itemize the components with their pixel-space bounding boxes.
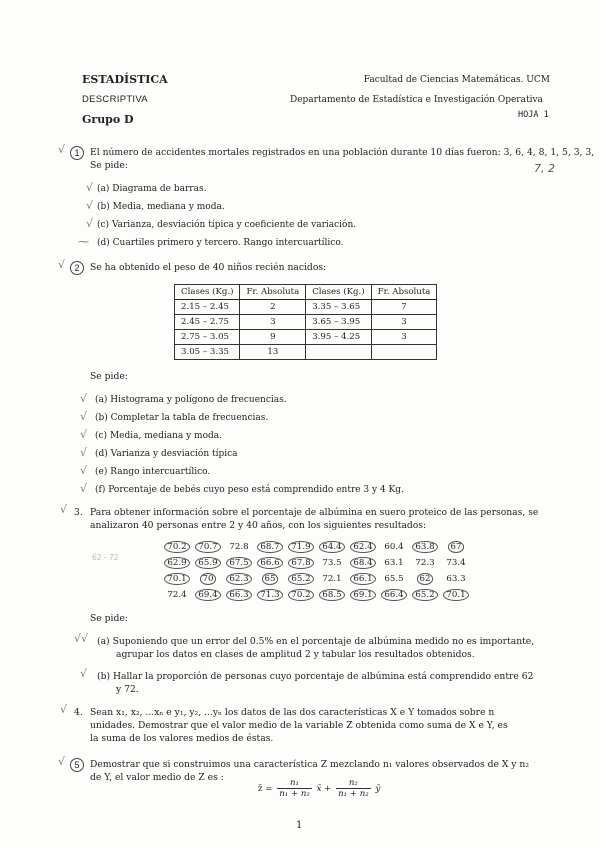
table-row — [175, 330, 437, 345]
value-cell — [350, 542, 376, 552]
item-text: Suponiendo que un error del 0.5% en el porcentaje de albúmina medido no es importante, — [112, 636, 535, 647]
fraction-1-denominator: n₁ + n₂ — [279, 789, 310, 799]
p3-item-b — [97, 670, 533, 696]
value-cell — [226, 542, 252, 552]
value-cell — [226, 590, 252, 600]
value-cell — [195, 574, 221, 584]
value-cell — [350, 574, 376, 584]
value-cell — [319, 574, 345, 584]
value-text: 68.7 — [257, 541, 282, 553]
value-cell — [257, 590, 283, 600]
problem-5-line2: de Y, el valor medio de Z es : — [90, 772, 224, 783]
problem-4-number: 4. — [74, 707, 83, 718]
sheet-label: HOJA 1 — [518, 110, 549, 120]
value-text: 62.4 — [350, 541, 375, 553]
problem-3-se-pide: Se pide: — [90, 613, 128, 624]
value-cell — [164, 590, 190, 600]
item-text: Porcentaje de bebés cuyo peso está comprendido entre 3 y 4 Kg. — [108, 485, 404, 495]
value-cell — [412, 542, 438, 552]
value-cell — [412, 574, 438, 584]
table-cell — [371, 345, 437, 360]
p3-item-a-line2: agrupar los datos en clases de amplitud 2 y tabular los resultados obtenidos. — [116, 649, 475, 660]
value-cell — [288, 542, 314, 552]
table-cell: 7 — [371, 300, 437, 315]
problem-4-text — [90, 706, 508, 745]
item-label: (b) — [95, 413, 108, 423]
item-label: (d) — [95, 449, 108, 459]
value-cell — [319, 590, 345, 600]
problem-4-line1: Sean x₁, x₂, ...xₙ e y₁, y₂, ...yₙ los datos de las dos características X e Y tomados sobre n — [90, 707, 495, 718]
value-cell — [288, 590, 314, 600]
value-text: 65.5 — [384, 574, 404, 584]
problem-3-line1: Para obtener información sobre el porcentaje de albúmina en suero proteico de las personas, se — [90, 507, 539, 518]
p3-item-a — [97, 635, 534, 661]
value-text: 72.8 — [229, 542, 249, 552]
value-text: 60.4 — [384, 542, 404, 552]
value-text: 70 — [200, 573, 217, 585]
value-cell — [288, 574, 314, 584]
value-cell — [412, 590, 438, 600]
value-text: 66.6 — [257, 557, 282, 569]
check-mark-icon: √ — [58, 143, 66, 156]
value-text: 67.5 — [226, 557, 251, 569]
value-cell — [381, 574, 407, 584]
problem-2-se-pide: Se pide: — [90, 371, 128, 382]
page-number: 1 — [296, 820, 303, 831]
value-text: 65.9 — [195, 557, 220, 569]
value-cell — [443, 574, 469, 584]
value-text: 70.2 — [164, 541, 189, 553]
value-text: 73.4 — [446, 558, 466, 568]
p3-item-a-line1 — [97, 635, 534, 648]
value-cell — [257, 574, 283, 584]
value-text: 63.8 — [412, 541, 437, 553]
table-header: Fr. Absoluta — [240, 285, 306, 300]
value-text: 66.3 — [226, 589, 251, 601]
item-label: (d) — [97, 238, 110, 248]
value-cell — [164, 574, 190, 584]
problem-1-number: 1 — [70, 146, 84, 160]
fraction-2-numerator: n₂ — [336, 778, 371, 789]
item-label: (f) — [95, 485, 106, 495]
table-row — [175, 315, 437, 330]
value-cell — [195, 590, 221, 600]
value-text: 68.5 — [319, 589, 344, 601]
faint-pencil-note: 62 - 72 — [92, 553, 119, 562]
value-text: 63.3 — [446, 574, 466, 584]
value-cell — [381, 542, 407, 552]
check-mark-icon: √ — [60, 503, 68, 516]
value-text: 63.1 — [384, 558, 404, 568]
table-cell: 3.65 – 3.95 — [306, 315, 371, 330]
p2-item-d — [95, 449, 238, 459]
item-label: (e) — [95, 467, 108, 477]
check-mark-icon: √ — [80, 464, 88, 477]
check-mark-icon: √ — [86, 217, 94, 230]
value-text: 71.9 — [288, 541, 313, 553]
table-cell — [306, 345, 371, 360]
mean-formula — [258, 778, 380, 799]
formula-term-2: ȳ — [375, 784, 381, 794]
item-text: Rango intercuartílico. — [110, 467, 211, 477]
fraction-1-numerator: n₁ — [277, 778, 312, 789]
table-cell: 3.35 – 3.65 — [306, 300, 371, 315]
value-cell — [443, 542, 469, 552]
p3-item-b-line1 — [97, 670, 533, 683]
formula-term-1: x̄ + — [316, 784, 332, 794]
p2-item-e — [95, 467, 210, 477]
value-text: 67 — [448, 541, 465, 553]
problem-4-line3: la suma de los valores medios de éstas. — [90, 733, 274, 744]
subject-subtitle: DESCRIPTIVA — [82, 94, 148, 105]
value-cell — [257, 558, 283, 568]
item-text: Hallar la proporción de personas cuyo porcentaje de albúmina está comprendido entre 62 — [112, 671, 534, 682]
table-cell: 13 — [240, 345, 306, 360]
item-text: Cuartiles primero y tercero. Rango intercuartílico. — [112, 238, 344, 248]
value-text: 65 — [262, 573, 279, 585]
p2-item-f — [95, 485, 404, 495]
problem-3-number: 3. — [74, 507, 83, 518]
item-text: Varianza, desviación típica y coeficiente de variación. — [111, 220, 357, 230]
table-row — [175, 300, 437, 315]
check-mark-icon: √ — [80, 428, 88, 441]
check-mark-icon: √ — [80, 667, 88, 680]
fraction-2 — [336, 778, 371, 799]
value-text: 66.1 — [350, 573, 375, 585]
value-text: 70.1 — [443, 589, 468, 601]
value-text: 73.5 — [322, 558, 342, 568]
check-mark-icon: √√ — [74, 632, 89, 645]
value-text: 70.7 — [195, 541, 220, 553]
table-cell: 3.95 – 4.25 — [306, 330, 371, 345]
value-text: 62.3 — [226, 573, 251, 585]
table-header-row — [175, 285, 437, 300]
check-mark-icon: √ — [80, 482, 88, 495]
value-cell — [257, 542, 283, 552]
problem-3-text — [90, 506, 538, 532]
item-text: Completar la tabla de frecuencias. — [110, 413, 269, 423]
faculty-name: Facultad de Ciencias Matemáticas. UCM — [363, 75, 550, 85]
table-header: Clases (Kg.) — [175, 285, 240, 300]
check-mark-icon: √ — [60, 703, 68, 716]
p2-item-c — [95, 431, 222, 441]
p1-item-b — [97, 202, 225, 212]
value-cell — [412, 558, 438, 568]
table-header: Clases (Kg.) — [306, 285, 371, 300]
item-label: (c) — [97, 220, 110, 230]
fraction-2-denominator: n₁ + n₂ — [338, 789, 369, 799]
check-mark-icon: √ — [58, 258, 66, 271]
problem-2-number: 2 — [70, 261, 84, 275]
value-cell — [195, 558, 221, 568]
value-cell — [350, 590, 376, 600]
value-text: 69.1 — [350, 589, 375, 601]
item-label: (a) — [97, 184, 110, 194]
value-text: 70.2 — [288, 589, 313, 601]
value-text: 68.4 — [350, 557, 375, 569]
value-text: 71.3 — [257, 589, 282, 601]
table-cell: 3 — [371, 330, 437, 345]
check-mark-icon: √ — [80, 446, 88, 459]
p1-item-d — [97, 238, 343, 248]
item-label: (b) — [97, 202, 110, 212]
fraction-1 — [277, 778, 312, 799]
value-text: 67.8 — [288, 557, 313, 569]
table-cell: 2.45 – 2.75 — [175, 315, 240, 330]
value-cell — [164, 558, 190, 568]
problem-3-line2: analizaron 40 personas entre 2 y 40 años, con los siguientes resultados: — [90, 520, 427, 531]
table-header: Fr. Absoluta — [371, 285, 437, 300]
value-text: 70.1 — [164, 573, 189, 585]
value-cell — [443, 590, 469, 600]
problem-4-line2: unidades. Demostrar que el valor medio de la variable Z obtenida como suma de X e Y, es — [90, 720, 508, 731]
value-cell — [288, 558, 314, 568]
check-mark-icon: √ — [86, 181, 94, 194]
header-right — [290, 70, 550, 110]
formula-lhs: z̄ = — [258, 784, 273, 794]
value-cell — [381, 558, 407, 568]
value-cell — [350, 558, 376, 568]
value-text: 72.4 — [167, 590, 187, 600]
table-cell: 2.15 – 2.45 — [175, 300, 240, 315]
value-text: 65.2 — [288, 573, 313, 585]
value-text: 69.4 — [195, 589, 220, 601]
item-label: (a) — [95, 395, 108, 405]
check-mark-icon: √ — [58, 755, 66, 768]
check-mark-icon: √ — [80, 392, 88, 405]
frequency-table — [174, 284, 437, 360]
value-cell — [226, 574, 252, 584]
p1-item-c — [97, 220, 356, 230]
check-mark-icon: √ — [80, 410, 88, 423]
value-text: 62.9 — [164, 557, 189, 569]
problem-1-line2: Se pide: — [90, 160, 128, 171]
value-cell — [319, 542, 345, 552]
problem-5-line1: Demostrar que si construimos una característica Z mezclando n₁ valores observados de X y n₂ — [90, 759, 530, 770]
p1-item-a — [97, 184, 206, 194]
value-text: 64.4 — [319, 541, 344, 553]
group-label: Grupo D — [82, 113, 134, 126]
value-text: 62 — [417, 573, 434, 585]
table-cell: 3.05 – 3.35 — [175, 345, 240, 360]
value-cell — [195, 542, 221, 552]
problem-2-text: Se ha obtenido el peso de 40 niños recién nacidos: — [90, 262, 327, 273]
table-cell: 9 — [240, 330, 306, 345]
item-label: (a) — [97, 636, 110, 647]
table-cell: 3 — [240, 315, 306, 330]
item-text: Varianza y desviación típica — [110, 449, 238, 459]
p2-item-a — [95, 395, 287, 405]
value-text: 72.1 — [322, 574, 342, 584]
value-cell — [381, 590, 407, 600]
value-cell — [319, 558, 345, 568]
p3-item-b-line2: y 72. — [116, 684, 139, 695]
value-cell — [226, 558, 252, 568]
table-row — [175, 345, 437, 360]
item-label: (c) — [95, 431, 108, 441]
item-text: Diagrama de barras. — [112, 184, 207, 194]
department-name: Departamento de Estadística e Investigación Operativa — [290, 95, 543, 105]
item-text: Media, mediana y moda. — [112, 202, 225, 212]
header-left — [82, 70, 168, 130]
item-label: (b) — [97, 671, 111, 682]
problem-1-line1: El número de accidentes mortales registrados en una población durante 10 días fueron: 3, 6, 4, 8, 1, 5, 3, 3, — [90, 147, 595, 158]
check-mark-icon: √ — [86, 199, 94, 212]
p2-item-b — [95, 413, 268, 423]
dash-mark-icon: ⁓ — [78, 235, 89, 248]
value-cell — [443, 558, 469, 568]
table-cell: 3 — [371, 315, 437, 330]
table-cell: 2.75 – 3.05 — [175, 330, 240, 345]
item-text: Media, mediana y moda. — [109, 431, 222, 441]
value-text: 65.2 — [412, 589, 437, 601]
handwritten-note: 7, 2 — [534, 162, 555, 175]
subject-title: ESTADÍSTICA — [82, 73, 168, 86]
value-text: 72.3 — [415, 558, 435, 568]
problem-1-text — [90, 146, 594, 172]
value-cell — [164, 542, 190, 552]
table-cell: 2 — [240, 300, 306, 315]
problem-5-number: 5 — [70, 758, 84, 772]
item-text: Histograma y polígono de frecuencias. — [110, 395, 287, 405]
value-text: 66.4 — [381, 589, 406, 601]
